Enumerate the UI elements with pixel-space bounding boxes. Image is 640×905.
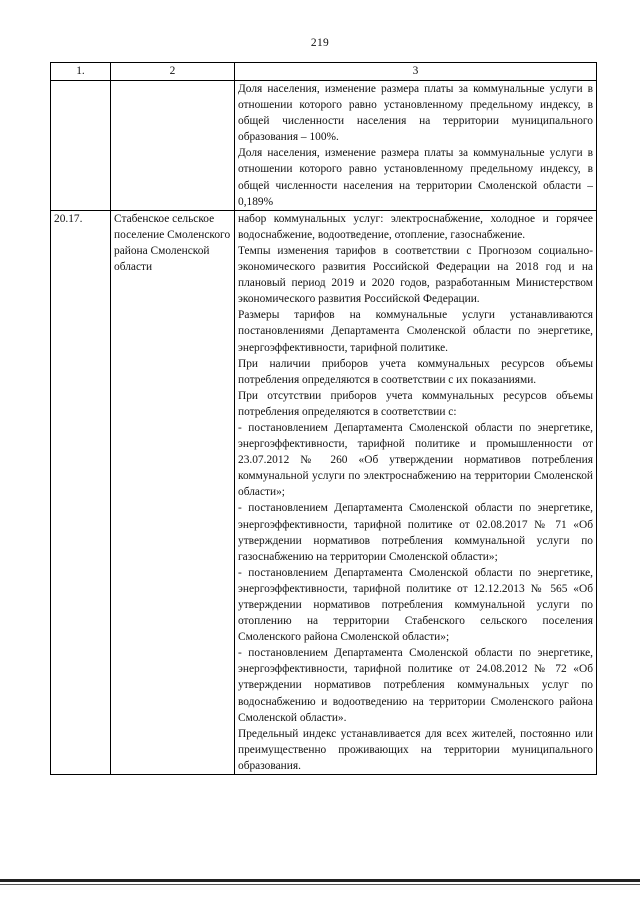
- paragraph: - постановлением Департамента Смоленской области по энергетике, энергоэффективности, тарифной политике от 12.12.2013 № 565 «Об утверждении нормативов потребления коммунальной услуги по отоплению на территории Стабенского сельского поселения Смоленского района Смоленской области»;: [238, 566, 593, 644]
- paragraph: Доля населения, изменение размера платы за коммунальные услуги в отношении которого равно установленному предельному индексу, в общей численности населения на территории Смоленской области – 0,189%: [238, 147, 593, 208]
- table-header-row: [51, 63, 597, 81]
- row-number-cell: 20.17.: [51, 210, 111, 774]
- table-row-20-17: [51, 210, 597, 774]
- paragraph: - постановлением Департамента Смоленской области по энергетике, энергоэффективности, тарифной политике и промышленности от 23.07.2012 № 260 «Об утверждении нормативов потребления коммунальной услуги по электроснабжению на территории Смоленской области»;: [238, 421, 593, 499]
- table-row-continued: [51, 81, 597, 211]
- paragraph: Размеры тарифов на коммунальные услуги устанавливаются постановлениями Департамента Смоленской области по энергетике, энергоэффективности, тарифной политике.: [238, 309, 593, 354]
- paragraph: Доля населения, изменение размера платы за коммунальные услуги в отношении которого равно установленному предельному индексу, в общей численности населения на территории муниципального образования – 100%.: [238, 83, 593, 144]
- paragraph: При наличии приборов учета коммунальных ресурсов объемы потребления определяются в соответствии с их показаниями.: [238, 357, 593, 386]
- paragraph: Темпы изменения тарифов в соответствии с Прогнозом социально-экономического развития Российской Федерации на 2018 год и на плановый период 2019 и 2020 годов, разработанным Министерством экономического развития Российской Федерации.: [238, 244, 593, 306]
- paragraph: При отсутствии приборов учета коммунальных ресурсов объемы потребления определяются в соответствии с:: [238, 389, 593, 418]
- row-number-cell: [51, 81, 111, 211]
- description-cell: [235, 81, 597, 211]
- settlement-cell: [111, 81, 235, 211]
- header-col-3: 3: [235, 63, 597, 81]
- description-cell: [235, 210, 597, 774]
- page-number: 219: [310, 37, 330, 49]
- paragraph: - постановлением Департамента Смоленской области по энергетике, энергоэффективности, тарифной политике от 24.08.2012 № 72 «Об утверждении нормативов потребления коммунальных услуг по водоснабжению и водоотведению на территории Смоленского района Смоленской области».: [238, 647, 593, 724]
- header-col-1: 1.: [51, 63, 111, 81]
- header-col-2: 2: [111, 63, 235, 81]
- footer-rule: [0, 879, 640, 882]
- paragraph: - постановлением Департамента Смоленской области по энергетике, энергоэффективности, тарифной политике от 02.08.2017 № 71 «Об утверждении нормативов потребления коммунальной услуги по газоснабжению на территории Смоленской области»;: [238, 502, 593, 563]
- footer-rule-thin: [0, 884, 640, 885]
- paragraph: набор коммунальных услуг: электроснабжение, холодное и горячее водоснабжение, водоотведение, отопление, газоснабжение.: [238, 212, 593, 241]
- settlement-cell: Стабенское сельское поселение Смоленского района Смоленской области: [111, 210, 235, 774]
- tariff-table: [50, 62, 597, 775]
- paragraph: Предельный индекс устанавливается для всех жителей, постоянно или преимущественно проживающих на территории муниципального образования.: [238, 727, 593, 772]
